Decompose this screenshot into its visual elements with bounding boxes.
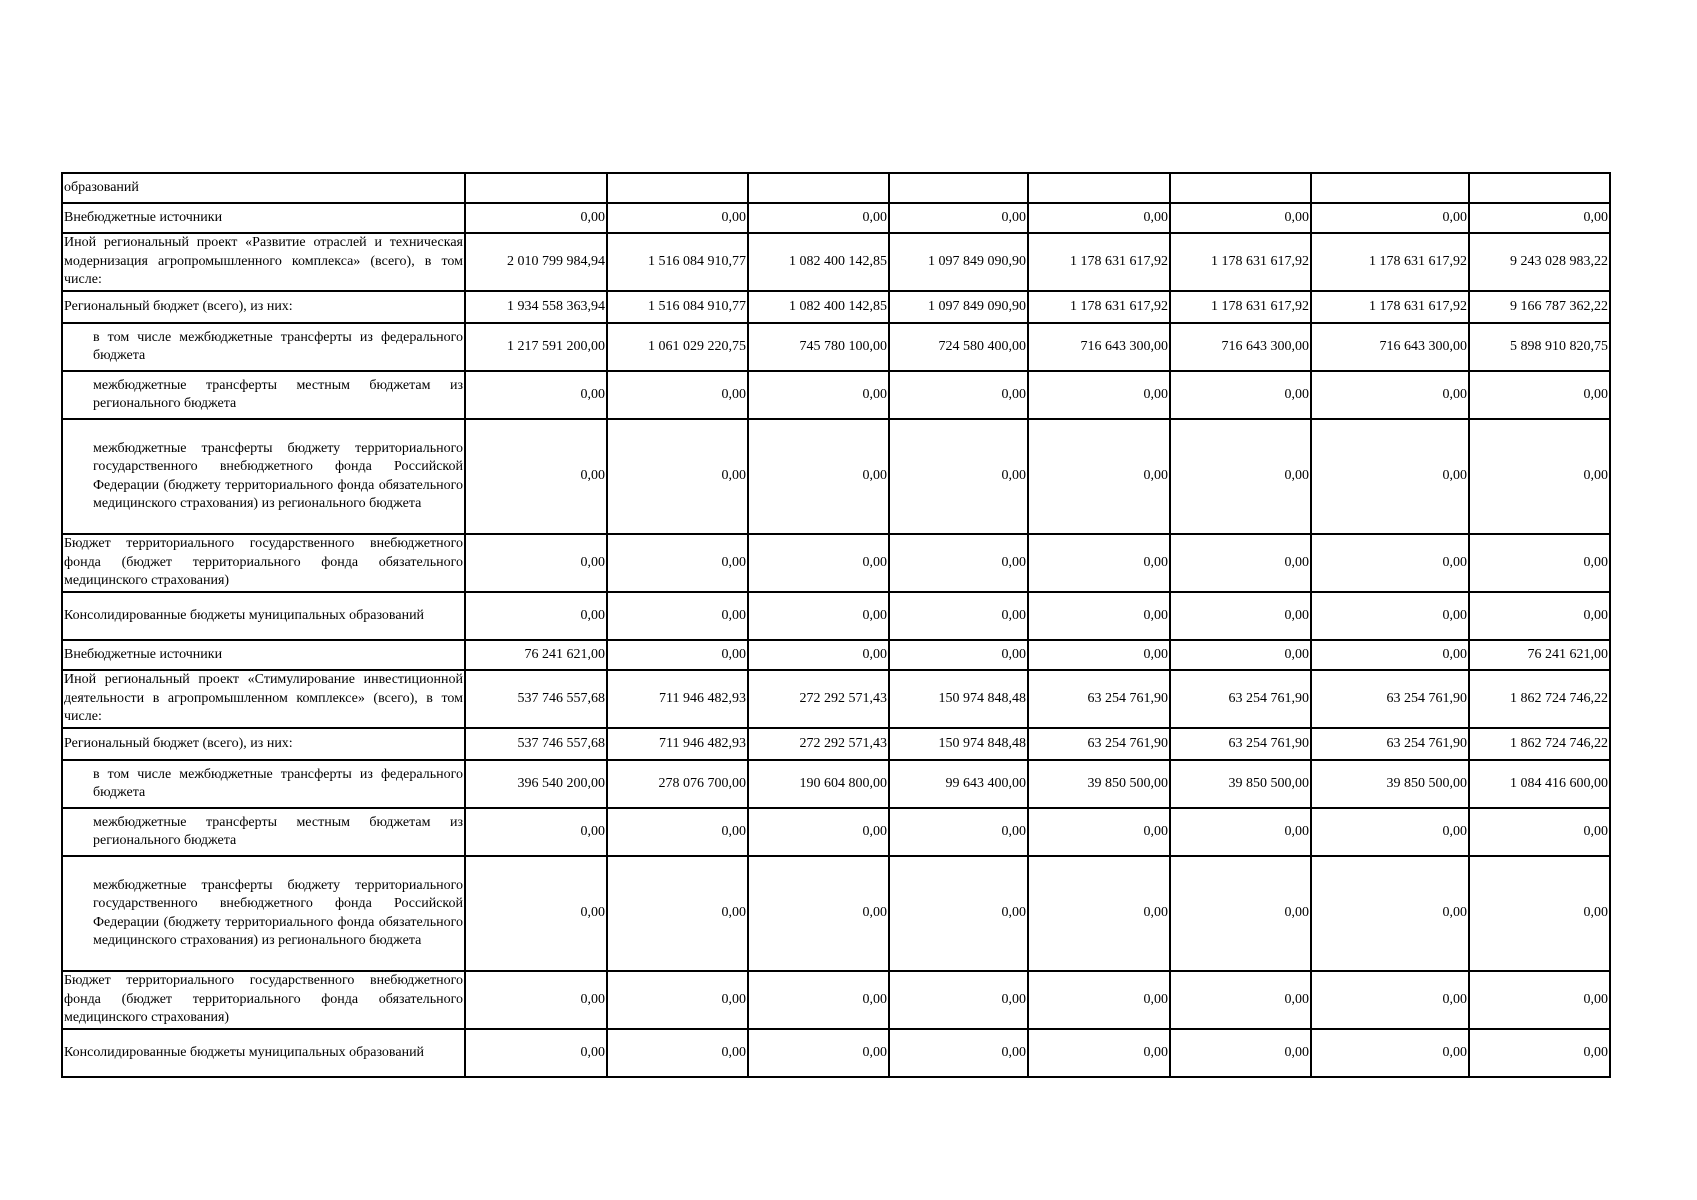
value-cell: 0,00 xyxy=(748,203,889,233)
value-cell: 0,00 xyxy=(607,971,748,1029)
row-label: Консолидированные бюджеты муниципальных образований xyxy=(62,592,465,640)
value-cell: 0,00 xyxy=(1311,808,1469,856)
value-cell: 0,00 xyxy=(1469,856,1610,971)
table-row xyxy=(62,534,1610,592)
value-cell: 1 516 084 910,77 xyxy=(607,291,748,323)
value-cell: 39 850 500,00 xyxy=(1170,760,1311,808)
value-cell: 63 254 761,90 xyxy=(1028,670,1170,728)
table-row xyxy=(62,728,1610,760)
value-cell: 0,00 xyxy=(1028,203,1170,233)
value-cell: 0,00 xyxy=(748,534,889,592)
value-cell: 0,00 xyxy=(1028,1029,1170,1077)
value-cell: 0,00 xyxy=(1028,592,1170,640)
value-cell: 190 604 800,00 xyxy=(748,760,889,808)
value-cell: 0,00 xyxy=(889,1029,1028,1077)
row-label: Внебюджетные источники xyxy=(62,640,465,670)
row-label: межбюджетные трансферты бюджету территориального государственного внебюджетного фонда Российской Федерации (бюджету территориального фонда обязательного медицинского страхования) из регионального бюджета xyxy=(62,419,465,534)
value-cell: 278 076 700,00 xyxy=(607,760,748,808)
value-cell: 716 643 300,00 xyxy=(1170,323,1311,371)
value-cell: 0,00 xyxy=(1469,808,1610,856)
value-cell: 0,00 xyxy=(1028,371,1170,419)
value-cell: 0,00 xyxy=(1469,371,1610,419)
value-cell: 1 178 631 617,92 xyxy=(1028,233,1170,291)
row-label: межбюджетные трансферты бюджету территориального государственного внебюджетного фонда Российской Федерации (бюджету территориального фонда обязательного медицинского страхования) из регионального бюджета xyxy=(62,856,465,971)
value-cell: 0,00 xyxy=(1170,371,1311,419)
value-cell: 0,00 xyxy=(1311,856,1469,971)
row-label: образований xyxy=(62,173,465,203)
value-cell: 0,00 xyxy=(1311,592,1469,640)
value-cell: 0,00 xyxy=(465,1029,607,1077)
value-cell: 9 166 787 362,22 xyxy=(1469,291,1610,323)
table-row xyxy=(62,233,1610,291)
value-cell: 0,00 xyxy=(1028,640,1170,670)
value-cell: 1 178 631 617,92 xyxy=(1311,233,1469,291)
value-cell: 0,00 xyxy=(1170,1029,1311,1077)
value-cell: 0,00 xyxy=(889,419,1028,534)
value-cell: 2 010 799 984,94 xyxy=(465,233,607,291)
value-cell: 1 178 631 617,92 xyxy=(1028,291,1170,323)
value-cell: 63 254 761,90 xyxy=(1311,728,1469,760)
value-cell: 0,00 xyxy=(465,808,607,856)
value-cell: 0,00 xyxy=(748,592,889,640)
value-cell: 0,00 xyxy=(1028,856,1170,971)
budget-table xyxy=(61,172,1611,1078)
table-row xyxy=(62,371,1610,419)
value-cell xyxy=(607,173,748,203)
value-cell: 5 898 910 820,75 xyxy=(1469,323,1610,371)
value-cell: 0,00 xyxy=(607,856,748,971)
table-row xyxy=(62,592,1610,640)
row-label: Региональный бюджет (всего), из них: xyxy=(62,728,465,760)
value-cell: 0,00 xyxy=(1469,203,1610,233)
value-cell: 0,00 xyxy=(1170,534,1311,592)
value-cell: 0,00 xyxy=(465,856,607,971)
value-cell: 1 934 558 363,94 xyxy=(465,291,607,323)
value-cell xyxy=(1028,173,1170,203)
row-label: Иной региональный проект «Стимулирование инвестиционной деятельности в агропромышленном комплексе» (всего), в том числе: xyxy=(62,670,465,728)
value-cell: 0,00 xyxy=(889,856,1028,971)
value-cell: 39 850 500,00 xyxy=(1311,760,1469,808)
value-cell: 99 643 400,00 xyxy=(889,760,1028,808)
value-cell xyxy=(465,173,607,203)
value-cell: 537 746 557,68 xyxy=(465,728,607,760)
value-cell: 0,00 xyxy=(1170,856,1311,971)
value-cell: 1 097 849 090,90 xyxy=(889,233,1028,291)
value-cell xyxy=(1170,173,1311,203)
value-cell xyxy=(1311,173,1469,203)
value-cell: 272 292 571,43 xyxy=(748,728,889,760)
table-row xyxy=(62,971,1610,1029)
value-cell: 0,00 xyxy=(1028,808,1170,856)
value-cell xyxy=(1469,173,1610,203)
row-label: межбюджетные трансферты местным бюджетам из регионального бюджета xyxy=(62,371,465,419)
value-cell: 0,00 xyxy=(1469,971,1610,1029)
value-cell: 63 254 761,90 xyxy=(1170,728,1311,760)
value-cell: 0,00 xyxy=(1170,419,1311,534)
value-cell: 0,00 xyxy=(465,203,607,233)
value-cell: 0,00 xyxy=(1311,203,1469,233)
value-cell: 0,00 xyxy=(465,419,607,534)
budget-table-body xyxy=(62,173,1610,1077)
value-cell: 63 254 761,90 xyxy=(1028,728,1170,760)
value-cell: 272 292 571,43 xyxy=(748,670,889,728)
row-label: Бюджет территориального государственного внебюджетного фонда (бюджет территориального фонда обязательного медицинского страхования) xyxy=(62,534,465,592)
value-cell: 0,00 xyxy=(465,534,607,592)
value-cell: 0,00 xyxy=(748,856,889,971)
table-row xyxy=(62,173,1610,203)
value-cell: 0,00 xyxy=(748,640,889,670)
value-cell: 0,00 xyxy=(465,592,607,640)
value-cell: 0,00 xyxy=(748,971,889,1029)
value-cell: 396 540 200,00 xyxy=(465,760,607,808)
value-cell: 0,00 xyxy=(748,419,889,534)
table-row xyxy=(62,203,1610,233)
value-cell: 0,00 xyxy=(607,640,748,670)
value-cell xyxy=(889,173,1028,203)
value-cell: 1 097 849 090,90 xyxy=(889,291,1028,323)
row-label: Консолидированные бюджеты муниципальных образований xyxy=(62,1029,465,1077)
row-label: Внебюджетные источники xyxy=(62,203,465,233)
value-cell: 0,00 xyxy=(889,592,1028,640)
value-cell: 0,00 xyxy=(1170,971,1311,1029)
value-cell: 1 862 724 746,22 xyxy=(1469,728,1610,760)
value-cell: 0,00 xyxy=(1028,534,1170,592)
value-cell: 0,00 xyxy=(748,371,889,419)
value-cell: 0,00 xyxy=(1028,971,1170,1029)
value-cell: 1 178 631 617,92 xyxy=(1170,233,1311,291)
value-cell: 0,00 xyxy=(889,203,1028,233)
value-cell: 1 178 631 617,92 xyxy=(1311,291,1469,323)
value-cell: 0,00 xyxy=(607,203,748,233)
value-cell: 39 850 500,00 xyxy=(1028,760,1170,808)
value-cell: 0,00 xyxy=(1028,419,1170,534)
value-cell: 0,00 xyxy=(465,371,607,419)
value-cell: 0,00 xyxy=(607,808,748,856)
value-cell: 150 974 848,48 xyxy=(889,670,1028,728)
value-cell: 0,00 xyxy=(607,419,748,534)
value-cell: 745 780 100,00 xyxy=(748,323,889,371)
value-cell: 1 516 084 910,77 xyxy=(607,233,748,291)
value-cell: 0,00 xyxy=(1311,371,1469,419)
value-cell: 716 643 300,00 xyxy=(1028,323,1170,371)
value-cell: 0,00 xyxy=(889,808,1028,856)
value-cell: 0,00 xyxy=(607,592,748,640)
value-cell: 0,00 xyxy=(889,640,1028,670)
value-cell: 0,00 xyxy=(889,971,1028,1029)
value-cell: 0,00 xyxy=(1469,1029,1610,1077)
value-cell: 0,00 xyxy=(1311,640,1469,670)
value-cell: 0,00 xyxy=(465,971,607,1029)
value-cell: 0,00 xyxy=(889,534,1028,592)
value-cell: 1 217 591 200,00 xyxy=(465,323,607,371)
value-cell: 0,00 xyxy=(1469,592,1610,640)
value-cell: 76 241 621,00 xyxy=(1469,640,1610,670)
table-row xyxy=(62,640,1610,670)
row-label: Региональный бюджет (всего), из них: xyxy=(62,291,465,323)
row-label: Иной региональный проект «Развитие отраслей и техническая модернизация агропромышленного комплекса» (всего), в том числе: xyxy=(62,233,465,291)
value-cell: 1 082 400 142,85 xyxy=(748,233,889,291)
value-cell: 63 254 761,90 xyxy=(1311,670,1469,728)
value-cell: 724 580 400,00 xyxy=(889,323,1028,371)
row-label: в том числе межбюджетные трансферты из федерального бюджета xyxy=(62,323,465,371)
value-cell: 1 084 416 600,00 xyxy=(1469,760,1610,808)
value-cell: 1 862 724 746,22 xyxy=(1469,670,1610,728)
value-cell: 0,00 xyxy=(1469,419,1610,534)
value-cell: 76 241 621,00 xyxy=(465,640,607,670)
value-cell: 150 974 848,48 xyxy=(889,728,1028,760)
row-label: в том числе межбюджетные трансферты из федерального бюджета xyxy=(62,760,465,808)
value-cell: 63 254 761,90 xyxy=(1170,670,1311,728)
value-cell: 0,00 xyxy=(1170,592,1311,640)
value-cell: 0,00 xyxy=(607,1029,748,1077)
table-row xyxy=(62,419,1610,534)
table-row xyxy=(62,808,1610,856)
value-cell: 0,00 xyxy=(748,808,889,856)
value-cell: 1 061 029 220,75 xyxy=(607,323,748,371)
table-row xyxy=(62,291,1610,323)
row-label: межбюджетные трансферты местным бюджетам из регионального бюджета xyxy=(62,808,465,856)
value-cell: 0,00 xyxy=(1170,203,1311,233)
value-cell: 0,00 xyxy=(1170,640,1311,670)
value-cell: 1 082 400 142,85 xyxy=(748,291,889,323)
value-cell: 0,00 xyxy=(1170,808,1311,856)
value-cell: 0,00 xyxy=(1311,1029,1469,1077)
table-row xyxy=(62,760,1610,808)
value-cell: 0,00 xyxy=(1311,419,1469,534)
value-cell xyxy=(748,173,889,203)
table-row xyxy=(62,323,1610,371)
table-row xyxy=(62,856,1610,971)
table-row xyxy=(62,1029,1610,1077)
value-cell: 0,00 xyxy=(889,371,1028,419)
value-cell: 711 946 482,93 xyxy=(607,670,748,728)
value-cell: 0,00 xyxy=(1311,971,1469,1029)
value-cell: 537 746 557,68 xyxy=(465,670,607,728)
value-cell: 0,00 xyxy=(1311,534,1469,592)
value-cell: 0,00 xyxy=(1469,534,1610,592)
value-cell: 9 243 028 983,22 xyxy=(1469,233,1610,291)
value-cell: 0,00 xyxy=(607,371,748,419)
table-row xyxy=(62,670,1610,728)
value-cell: 711 946 482,93 xyxy=(607,728,748,760)
value-cell: 1 178 631 617,92 xyxy=(1170,291,1311,323)
value-cell: 0,00 xyxy=(748,1029,889,1077)
row-label: Бюджет территориального государственного внебюджетного фонда (бюджет территориального фонда обязательного медицинского страхования) xyxy=(62,971,465,1029)
value-cell: 716 643 300,00 xyxy=(1311,323,1469,371)
value-cell: 0,00 xyxy=(607,534,748,592)
